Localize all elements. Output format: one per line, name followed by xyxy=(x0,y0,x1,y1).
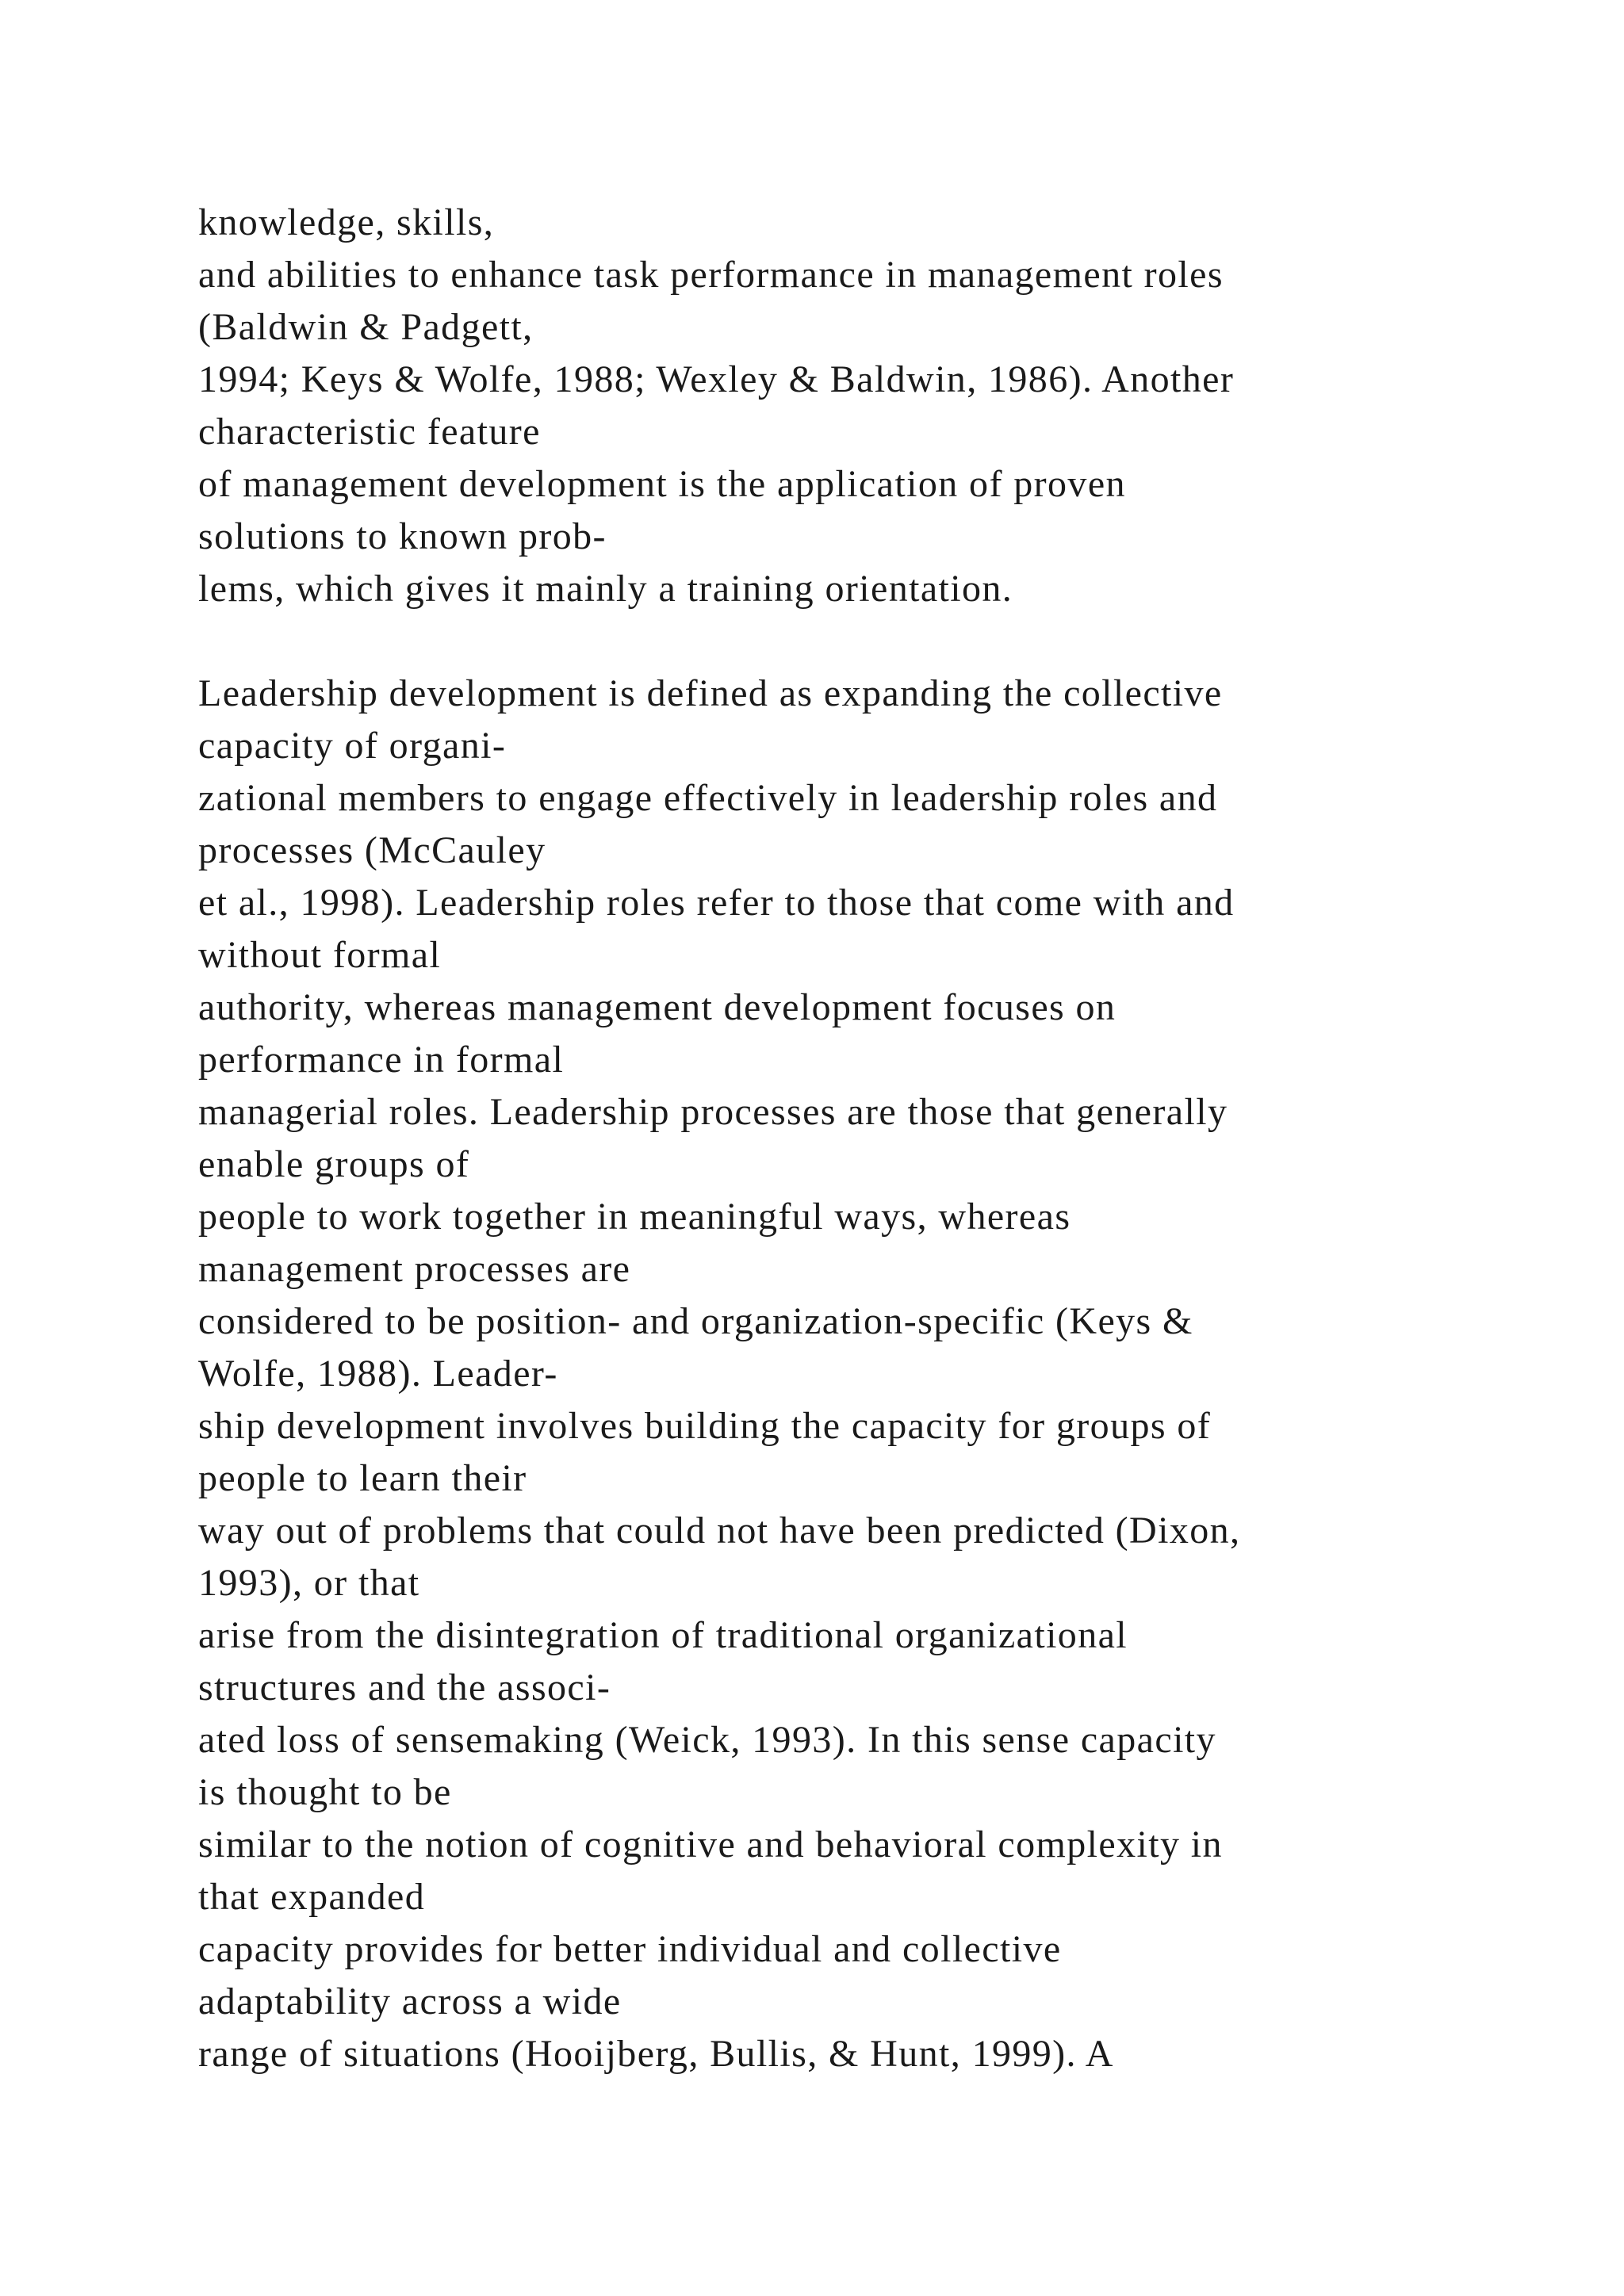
text-line: capacity of organi- xyxy=(198,725,507,767)
text-line: structures and the associ- xyxy=(198,1667,611,1709)
text-line: is thought to be xyxy=(198,1771,452,1813)
text-line: management processes are xyxy=(198,1248,631,1290)
text-line: that expanded xyxy=(198,1876,426,1918)
text-line: range of situations (Hooijberg, Bullis, & Hunt, 1999). A xyxy=(198,2033,1114,2075)
text-line: of management development is the application of proven xyxy=(198,463,1126,505)
text-line: considered to be position- and organization-specific (Keys & xyxy=(198,1300,1193,1342)
text-line: people to learn their xyxy=(198,1457,527,1499)
text-line: 1993), or that xyxy=(198,1562,420,1604)
text-line: way out of problems that could not have been predicted (Dixon, xyxy=(198,1510,1241,1552)
paragraph-spacer xyxy=(198,615,1562,668)
text-line: knowledge, skills, xyxy=(198,201,495,243)
text-line: without formal xyxy=(198,934,442,976)
text-line: solutions to known prob- xyxy=(198,515,607,557)
text-line: managerial roles. Leadership processes are those that generally xyxy=(198,1091,1228,1133)
text-line: Leadership development is defined as expanding the collective xyxy=(198,672,1223,714)
text-line: enable groups of xyxy=(198,1143,470,1185)
text-line: et al., 1998). Leadership roles refer to those that come with and xyxy=(198,882,1235,924)
text-line: Wolfe, 1988). Leader- xyxy=(198,1353,558,1395)
text-line: performance in formal xyxy=(198,1039,565,1081)
text-line: ship development involves building the capacity for groups of xyxy=(198,1405,1212,1447)
text-line: 1994; Keys & Wolfe, 1988; Wexley & Baldwin, 1986). Another xyxy=(198,358,1235,400)
text-line: people to work together in meaningful ways, whereas xyxy=(198,1196,1071,1238)
text-line: capacity provides for better individual and collective xyxy=(198,1928,1062,1970)
text-line: ated loss of sensemaking (Weick, 1993). In this sense capacity xyxy=(198,1719,1216,1761)
text-line: (Baldwin & Padgett, xyxy=(198,306,534,348)
text-line: arise from the disintegration of traditional organizational xyxy=(198,1614,1128,1656)
text-line: lems, which gives it mainly a training orientation. xyxy=(198,568,1013,610)
text-line: characteristic feature xyxy=(198,411,541,453)
text-line: zational members to engage effectively in leadership roles and xyxy=(198,777,1218,819)
paragraph-1 xyxy=(198,197,1562,615)
text-line: adaptability across a wide xyxy=(198,1980,622,2022)
text-line: processes (McCauley xyxy=(198,829,546,871)
paragraph-2 xyxy=(198,668,1562,2080)
text-line: and abilities to enhance task performance in management roles xyxy=(198,254,1224,296)
document-body xyxy=(198,197,1562,2080)
text-line: authority, whereas management development focuses on xyxy=(198,986,1116,1028)
text-line: similar to the notion of cognitive and behavioral complexity in xyxy=(198,1823,1223,1866)
